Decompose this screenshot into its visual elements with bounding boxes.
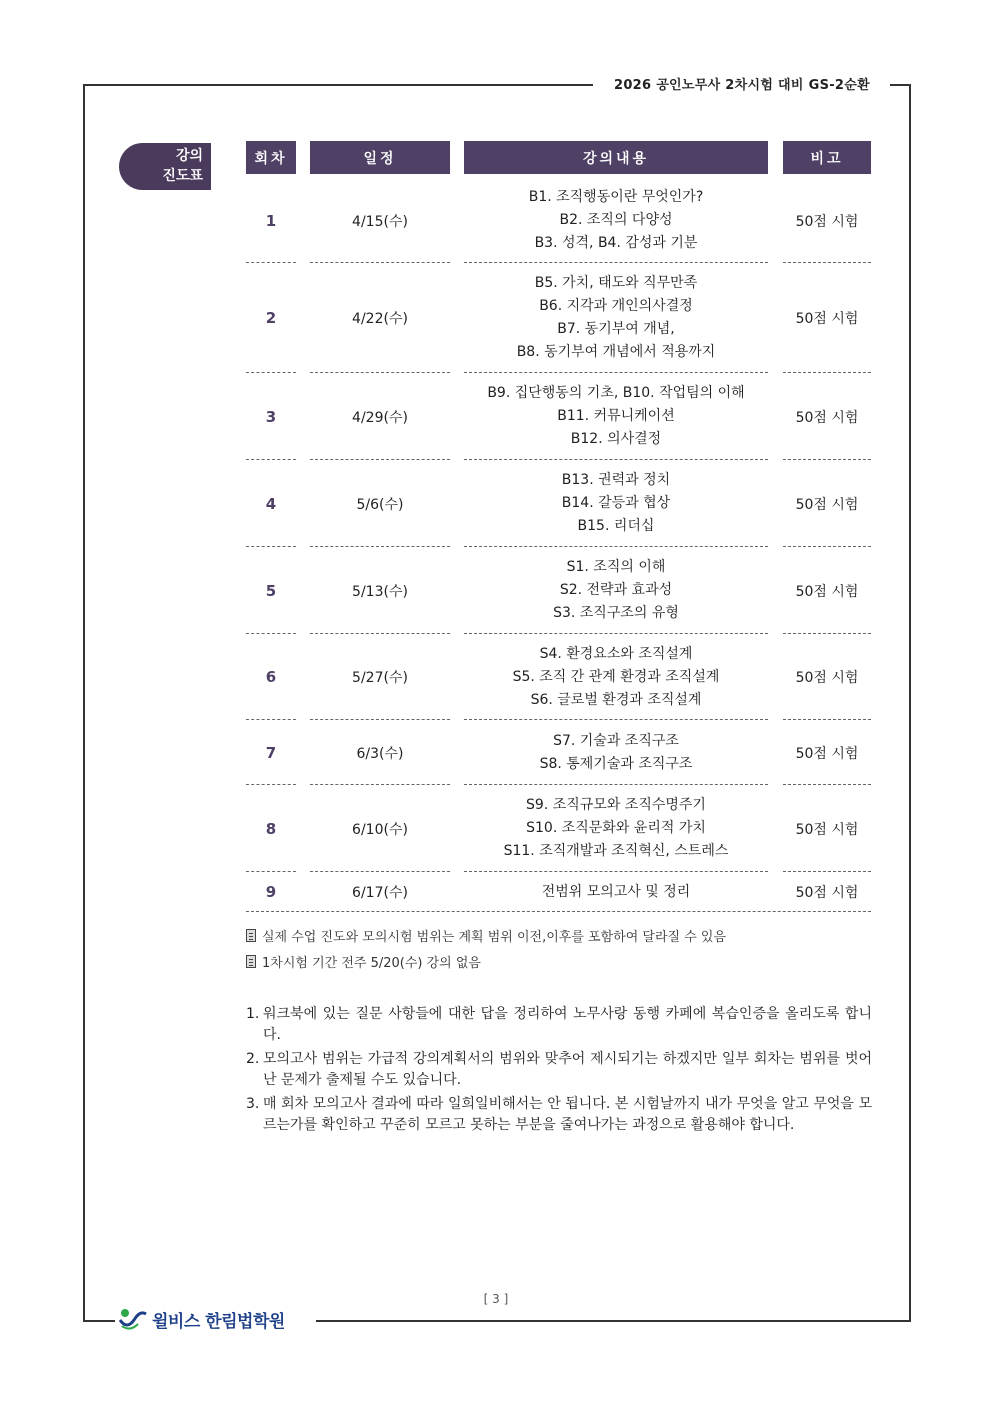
note-item (246, 926, 726, 945)
instruction-number: 3. (246, 1096, 260, 1112)
content-line: B8. 동기부여 개념에서 적용까지 (516, 344, 716, 360)
row-round: 4 (265, 494, 277, 513)
row-content (464, 872, 768, 912)
row-round: 5 (265, 581, 277, 600)
instruction-number: 1. (246, 1006, 260, 1022)
note-text: 실제 수업 진도와 모의시험 범위는 계획 범위 이전,이후를 포함하여 달라질 수 있음 (262, 930, 727, 945)
row-date: 5/13(수) (352, 583, 408, 600)
content-line: B3. 성격, B4. 감성과 기분 (534, 235, 698, 251)
table-row (0, 785, 992, 872)
frame-bottom-border-left (83, 1320, 115, 1322)
row-content (464, 720, 768, 785)
content-line: S8. 통제기술과 조직구조 (539, 755, 693, 772)
row-content (464, 460, 768, 547)
page-number: [ 3 ] (483, 1292, 509, 1306)
header-content: 강의내용 (464, 141, 768, 174)
row-round: 6 (265, 668, 277, 686)
row-date: 5/27(수) (352, 670, 408, 686)
row-date: 4/29(수) (352, 409, 408, 426)
row-date: 6/17(수) (352, 885, 408, 901)
row-note: 50점 시험 (795, 670, 859, 686)
instruction-text: 매 회차 모의고사 결과에 따라 일희일비해서는 안 됩니다. 본 시험날까지 내가 무엇을 알고 무엇을 모르는가를 확인하고 꾸준히 모르고 못하는 부분을 줄여나가는 과정으로 활용해야 합니다. (263, 1096, 872, 1133)
logo-text: 윌비스 한림법학원 (152, 1311, 285, 1332)
row-note: 50점 시험 (795, 821, 859, 838)
row-content (464, 547, 768, 634)
content-line: B7. 동기부여 개념, (557, 321, 675, 337)
row-content (464, 785, 768, 872)
content-line: S1. 조직의 이해 (566, 559, 666, 575)
content-line: B6. 지각과 개인의사결정 (539, 298, 693, 314)
row-round: 2 (265, 309, 277, 327)
row-date: 5/6(수) (356, 496, 404, 513)
content-line: B13. 권력과 정치 (561, 472, 671, 488)
side-tab-line2: 진도표 (162, 168, 203, 184)
side-tab-line1: 강의 (175, 148, 203, 164)
content-line: B5. 가치, 태도와 직무만족 (534, 275, 698, 291)
row-note: 50점 시험 (795, 496, 859, 513)
content-line: S10. 조직문화와 윤리적 가치 (526, 820, 706, 836)
row-round: 3 (265, 407, 277, 426)
content-line: S4. 환경요소와 조직설계 (539, 645, 693, 662)
row-note: 50점 시험 (795, 745, 859, 762)
content-line: S5. 조직 간 관계 환경과 조직설계 (512, 668, 720, 685)
table-bottom-line (246, 911, 871, 912)
instruction-item (246, 1049, 872, 1091)
header-round: 회차 (246, 141, 296, 174)
table-row (0, 872, 992, 912)
document-icon (246, 955, 256, 968)
content-line: B9. 집단행동의 기초, B10. 작업팀의 이해 (487, 385, 745, 401)
table-row (0, 373, 992, 460)
row-content (464, 178, 768, 263)
content-line: S3. 조직구조의 유형 (553, 605, 679, 621)
row-round: 7 (265, 743, 277, 762)
row-note: 50점 시험 (795, 213, 859, 230)
content-line: B1. 조직행동이란 무엇인가? (528, 189, 704, 205)
table-row (0, 634, 992, 720)
frame-top-border (83, 84, 593, 86)
table-row (0, 178, 992, 263)
frame-bottom-border-right (316, 1320, 911, 1322)
table-row (0, 263, 992, 373)
instruction-item (246, 1004, 872, 1046)
table-row (0, 547, 992, 634)
table-row (0, 460, 992, 547)
logo-icon (118, 1306, 148, 1332)
content-line: B14. 갈등과 협상 (561, 495, 671, 511)
row-date: 6/10(수) (352, 821, 408, 838)
content-line: S7. 기술과 조직구조 (553, 732, 679, 749)
logo (118, 1306, 285, 1332)
content-line: S2. 전략과 효과성 (559, 582, 673, 598)
instruction-text: 모의고사 범위는 가급적 강의계획서의 범위와 맞추어 제시되기는 하겠지만 일부 회차는 범위를 벗어난 문제가 출제될 수도 있습니다. (263, 1051, 872, 1088)
note-text: 1차시험 기간 전주 5/20(수) 강의 없음 (262, 956, 481, 971)
table-row (0, 720, 992, 785)
header-note: 비고 (783, 141, 871, 174)
note-item (246, 952, 481, 971)
content-line: S9. 조직규모와 조직수명주기 (526, 797, 706, 813)
row-round: 9 (265, 883, 277, 901)
row-date: 6/3(수) (356, 745, 404, 762)
row-round: 1 (265, 211, 277, 230)
content-line: B2. 조직의 다양성 (559, 212, 673, 228)
row-note: 50점 시험 (795, 885, 859, 901)
row-content (464, 263, 768, 373)
instruction-item (246, 1094, 872, 1136)
document-icon (246, 929, 256, 942)
header-date: 일정 (310, 141, 450, 174)
instruction-text: 워크북에 있는 질문 사항들에 대한 답을 정리하여 노무사랑 동행 카페에 복습인증을 올리도록 합니다. (263, 1006, 872, 1043)
content-line: 전범위 모의고사 및 정리 (541, 883, 691, 900)
header-title: 2026 공인노무사 2차시험 대비 GS-2순환 (613, 78, 870, 93)
row-date: 4/15(수) (352, 213, 408, 230)
row-round: 8 (265, 819, 277, 838)
row-note: 50점 시험 (795, 583, 859, 600)
instruction-number: 2. (246, 1051, 260, 1067)
row-note: 50점 시험 (795, 311, 859, 327)
content-line: B11. 커뮤니케이션 (557, 408, 675, 424)
row-content (464, 634, 768, 720)
content-line: S6. 글로벌 환경과 조직설계 (530, 691, 702, 708)
content-line: B15. 리더십 (577, 518, 655, 534)
row-note: 50점 시험 (795, 409, 859, 426)
row-date: 4/22(수) (352, 311, 408, 327)
content-line: S11. 조직개발과 조직혁신, 스트레스 (503, 843, 729, 859)
row-content (464, 373, 768, 460)
content-line: B12. 의사결정 (570, 431, 662, 447)
frame-top-border-right (890, 84, 911, 86)
